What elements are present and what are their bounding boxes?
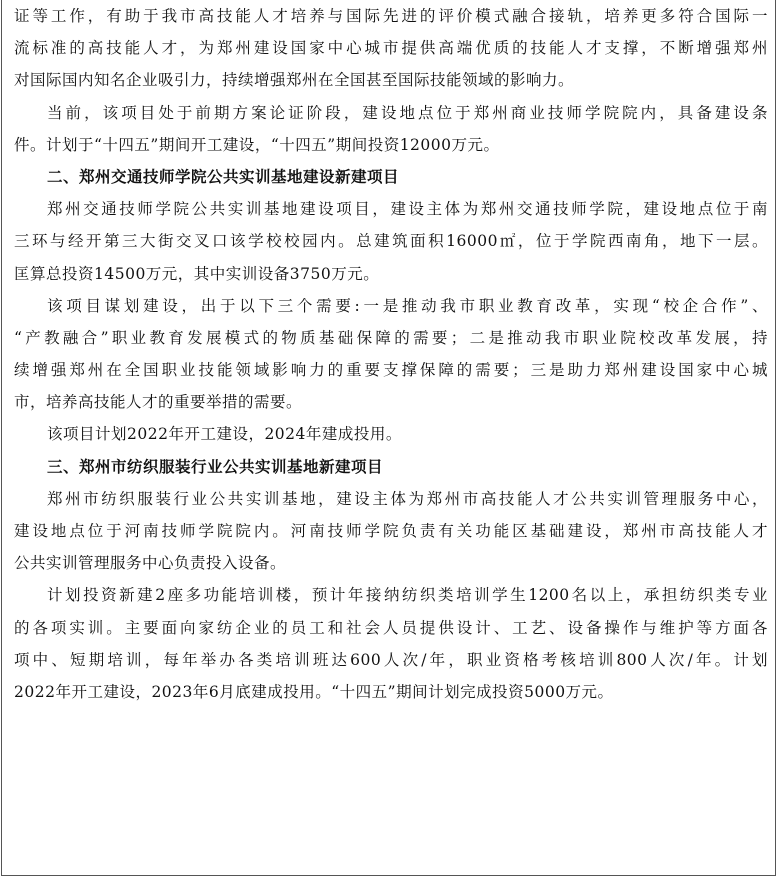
text-line: 续增强郑州在全国职业技能领域影响力的重要支撑保障的需要；三是助力郑州建设国家中心城 — [14, 361, 768, 380]
text-line: 流标准的高技能人才，为郑州建设国家中心城市提供高端优质的技能人才支撑，不断增强郑州 — [14, 39, 768, 58]
text-line: 2022年开工建设，2023年6月底建成投用。“十四五”期间计划完成投资5000万元。 — [14, 682, 614, 701]
text-line: 计划投资新建2座多功能培训楼，预计年接纳纺织类培训学生1200名以上，承担纺织类专业 — [47, 586, 768, 605]
document-body — [14, 0, 768, 708]
text-line: 郑州交通技师学院公共实训基地建设项目，建设主体为郑州交通技师学院，建设地点位于南 — [47, 200, 768, 219]
text-line: 郑州市纺织服装行业公共实训基地，建设主体为郑州市高技能人才公共实训管理服务中心， — [47, 489, 768, 508]
text-line: 三环与经开第三大街交叉口该学校校园内。总建筑面积16000㎡，位于学院西南角，地下一层。 — [14, 232, 768, 251]
text-line: 的各项实训。主要面向家纺企业的员工和社会人员提供设计、工艺、设备操作与维护等方面各 — [14, 618, 768, 637]
section-heading: 二、郑州交通技师学院公共实训基地建设新建项目 — [47, 167, 400, 186]
text-line: 市，培养高技能人才的重要举措的需要。 — [14, 393, 303, 412]
text-line: “产教融合”职业教育发展模式的物质基础保障的需要；二是推动我市职业院校改革发展，持 — [14, 328, 768, 347]
text-line: 证等工作，有助于我市高技能人才培养与国际先进的评价模式融合接轨，培养更多符合国际一 — [14, 7, 768, 25]
text-line: 建设地点位于河南技师学院院内。河南技师学院负责有关功能区基础建设，郑州市高技能人才 — [14, 522, 768, 540]
text-line: 该项目谋划建设，出于以下三个需要:一是推动我市职业教育改革，实现“校企合作”、 — [47, 296, 768, 315]
text-line: 项中、短期培训，每年举办各类培训班达600人次/年，职业资格考核培训800人次/年。计划 — [14, 650, 768, 669]
document-page — [1, 0, 776, 876]
text-line: 公共实训管理服务中心负责投入设备。 — [14, 554, 287, 573]
text-line: 匡算总投资14500万元，其中实训设备3750万元。 — [14, 264, 380, 283]
text-line: 该项目计划2022年开工建设，2024年建成投用。 — [47, 425, 402, 444]
section-heading: 三、郑州市纺织服装行业公共实训基地新建项目 — [47, 457, 384, 476]
text-line: 对国际国内知名企业吸引力，持续增强郑州在全国甚至国际技能领域的影响力。 — [14, 71, 575, 90]
text-line: 当前，该项目处于前期方案论证阶段，建设地点位于郑州商业技师学院院内，具备建设条 — [47, 103, 768, 122]
text-line: 件。计划于“十四五”期间开工建设，“十四五”期间投资12000万元。 — [14, 135, 500, 154]
